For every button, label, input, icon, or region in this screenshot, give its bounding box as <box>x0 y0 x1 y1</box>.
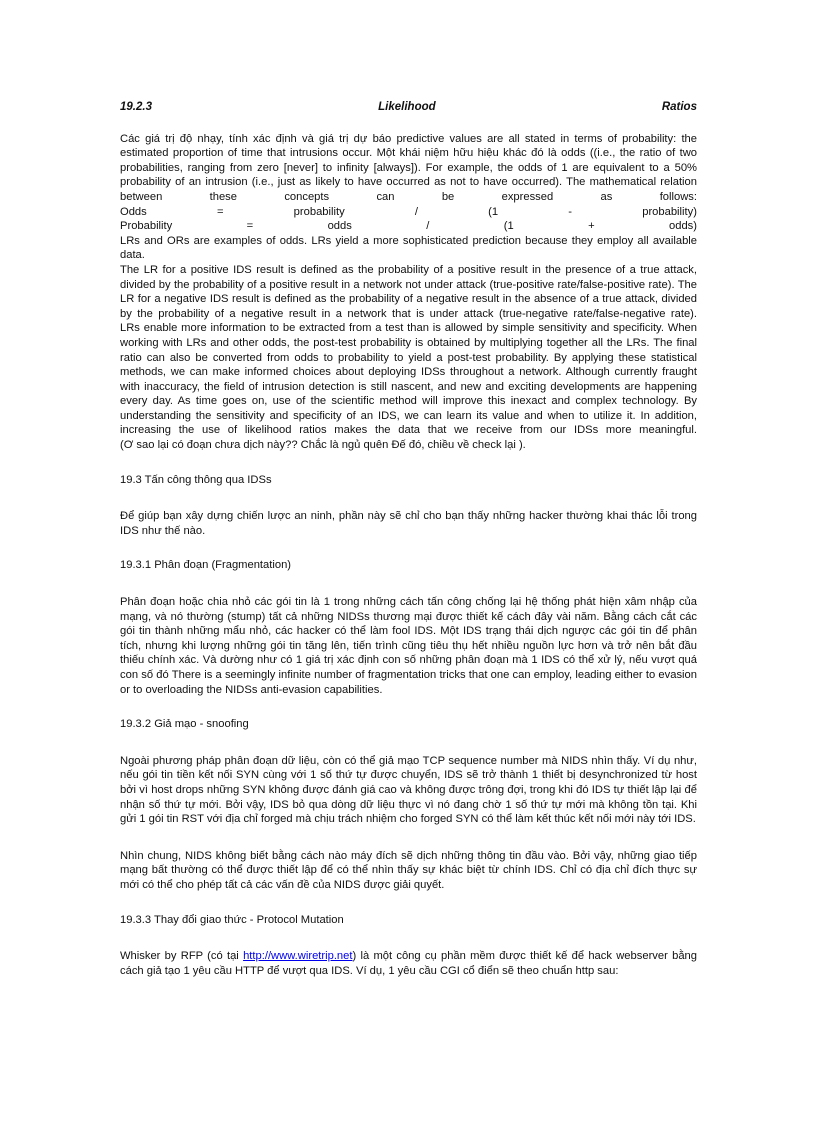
section-19-3-1-paragraph: Phân đoạn hoặc chia nhỏ các gói tin là 1 trong những cách tấn công chống lại hệ thống phát hiện xâm nhập của mạng, và nó thường (stump) tất cả những NIDSs thương mại được thiết kế cách đây vài năm. Bằng cách cắt các gói tin thành những mẩu nhỏ, các hacker có thể làm fool IDS. Một IDS trạng thái dịch ngược các gói tin để phân tích, nhưng khi lượng những gói tin tăng lên, tiến trình cũng tiêu thụ hết nhiều nguồn lực hơn và trở nên bắt đầu thiếu chính xác. Và dường như có 1 giá trị xác định con số những phân đoạn mà 1 IDS có thể xử lý, nếu vượt quá con số đó There is a seemingly infinite number of fragmentation tricks that one can employ, leading either to evasion or to overloading the NIDSs anti-evasion capabilities. <box>120 596 697 696</box>
lr-paragraph: LRs and ORs are examples of odds. LRs yield a more sophisticated prediction because they employ all available data. <box>120 234 697 262</box>
translator-note: (Ơ sao lại có đoạn chưa dịch này?? Chắc là ngủ quên Đế đó, chiều về check lại ). <box>120 439 526 452</box>
section-title-19-3-2: 19.3.2 Giả mạo - snoofing <box>120 718 249 731</box>
section-title-19-3: 19.3 Tấn công thông qua IDSs <box>120 473 272 486</box>
lr-more-paragraph: LRs enable more information to be extracted from a test than is allowed by simple sensitivity and specificity. When working with LRs and other odds, the post-test probability is obtained by multiplying together all the LRs. The final ratio can also be converted from odds to probability to yield a post-test probability. By applying these statistical methods, we can make informed choices about deploying IDSs throughout a network. Although currently fraught with inaccuracy, the field of intrusion detection is still nascent, and new and exciting developments are happening every day. As time goes on, use of the scientific method will improve this inexact and complex technology. By understanding the sensitivity and specificity of an IDS, we can learn its value and when to utilize it. In addition, increasing the use of likelihood ratios makes the data that we receive from our IDSs more meaningful. <box>120 322 697 437</box>
section-19-3-paragraph: Để giúp bạn xây dựng chiến lược an ninh, phần này sẽ chỉ cho bạn thấy những hacker thường khai thác lỗi trong IDS như thế nào. <box>120 510 697 537</box>
lr-definition-paragraph: The LR for a positive IDS result is defined as the probability of a positive result in the presence of a true attack, divided by the probability of a positive result in a network not under attack (true-positive rate/false-positive rate). The LR for a negative IDS result is defined as the probability of a negative result in the absence of a true attack, divided by the probability of a negative result in a network that is under attack (true-negative rate/false-negative rate). <box>120 263 697 320</box>
wiretrip-link[interactable]: http://www.wiretrip.net <box>243 950 353 963</box>
document-page <box>120 100 697 978</box>
section-19-3-2-paragraph-2: Nhìn chung, NIDS không biết bằng cách nào máy đích sẽ dịch những thông tin đầu vào. Bởi vậy, những giao tiếp mạng bất thường có thể được thiết lập để có thể nhìn thấy sự khác biệt từ chính IDS. Chỉ có địa chỉ đích thực sự mới có thể cho phép tất cả các vấn đề của NIDS được giải quyết. <box>120 849 697 891</box>
section-19-3-3-paragraph: Whisker by RFP (có tại http://www.wiretrip.net) là một công cụ phần mềm được thiết kế để hack webserver bằng cách giả tạo 1 yêu cầu HTTP để vượt qua IDS. Ví dụ, 1 yêu cầu CGI cổ điển sẽ theo chuẩn http sau: <box>120 950 697 977</box>
heading-tail: Ratios <box>661 101 697 113</box>
intro-paragraph: Các giá trị độ nhạy, tính xác định và giá trị dự báo predictive values are all stated in terms of probability: the estimated proportion of time that intrusions occur. Một khái niệm hữu hiệu khác đó là odds ((i.e., the ratio of two probabilities, ranging from zero [never] to infinity [always]). For example, the odds of 1 are equivalent to a 50% probability of an intrusion (i.e., just as likely to have occurred as not to have occurred). The mathematical relation between these concepts can be expressed as follows: <box>120 132 697 203</box>
odds-formula: Odds = probability / (1 - probability) <box>120 205 697 218</box>
section-heading <box>120 100 697 115</box>
probability-formula: Probability = odds / (1 + odds) <box>120 220 697 233</box>
section-19-3-2-paragraph-1: Ngoài phương pháp phân đoạn dữ liệu, còn có thể giả mạo TCP sequence number mà NIDS nhìn thấy. Ví dụ như, nếu gói tin tiền kết nối SYN cùng với 1 số thứ tự được chuyển, IDS sẽ trở thành 1 thiết bị desynchronized từ host bởi vì host drops những SYN không được đánh giá cao và không được trông đợi, trong khi đó IDS tự thiết lập lại để nhận số thứ tự mới. Bởi vậy, IDS bỏ qua dòng dữ liệu thực vì nó đang chờ 1 số thứ tự mới mà không tồn tại. Khi gửi 1 gói tin RST với địa chỉ forged mà chịu trách nhiệm cho forged SYN có thể làm kết thúc kết nối mới này tới IDS. <box>120 754 697 826</box>
section-title-19-3-1: 19.3.1 Phân đoạn (Fragmentation) <box>120 559 292 572</box>
heading-number: 19.2.3 <box>120 101 152 113</box>
section-title-19-3-3: 19.3.3 Thay đổi giao thức - Protocol Mutation <box>120 913 344 926</box>
heading-title: Likelihood <box>378 101 436 113</box>
